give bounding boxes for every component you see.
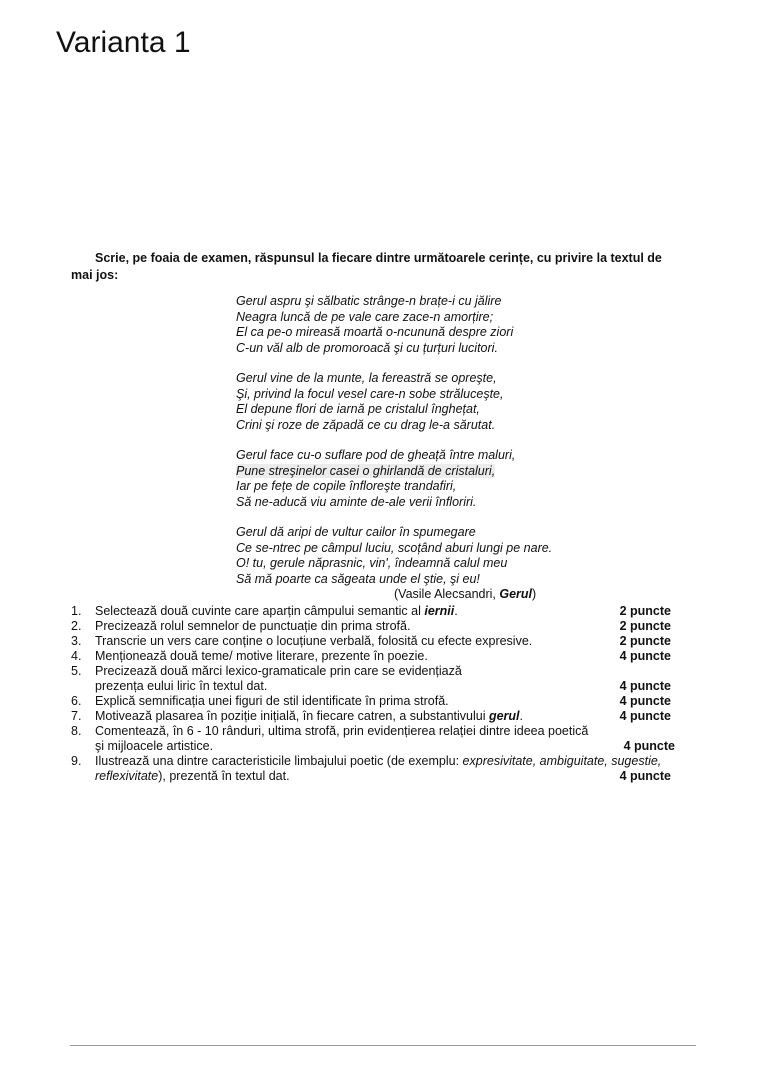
task-item: [71, 754, 671, 784]
task-item: [71, 649, 671, 664]
poem-line: Să ne-aducă viu aminte de-ale verii înfloriri.: [236, 494, 477, 509]
poem-line: C-un văl alb de promoroacă şi cu țurțuri lucitori.: [236, 340, 498, 355]
task-text: Ilustrează una dintre caracteristicile limbajului poetic (de exemplu:: [95, 754, 463, 768]
task-text: Motivează plasarea în poziție inițială, în fiecare catren, a substantivului: [95, 709, 489, 723]
task-item: [71, 709, 671, 724]
task-text-continued: şi mijloacele artistice.: [95, 739, 214, 753]
task-number: 4.: [71, 649, 82, 663]
poem-line-highlighted: Pune streşinelor casei o ghirlandă de cristaluri,: [236, 463, 496, 478]
poem-line: Iar pe fețe de copile înfloreşte trandafiri,: [236, 479, 457, 493]
task-item: [71, 724, 675, 754]
attribution-work: Gerul: [499, 587, 533, 601]
task-list: [71, 604, 675, 784]
task-number: 9.: [71, 754, 82, 768]
task-points: 4 puncte: [619, 679, 671, 693]
poem-line: Crini şi roze de zăpadă ce cu drag le-a sărutat.: [236, 417, 496, 432]
intro-instructions: Scrie, pe foaia de examen, răspunsul la fiecare dintre următoarele cerințe, cu privire la textul de mai jos:: [71, 251, 662, 282]
task-item: [71, 604, 671, 619]
poem-line: Şi, privind la focul vesel care-n sobe străluceşte,: [236, 386, 504, 401]
poem-line: Neagra luncă de pe vale care zace-n amorțire;: [236, 309, 494, 324]
poem-line: Gerul dă aripi de vultur cailor în spumegare: [236, 525, 476, 539]
task-item: [71, 634, 671, 649]
task-text: Transcrie un vers care conține o locuțiune verbală, folosită cu efecte expresive.: [95, 634, 533, 648]
poem-line: El depune flori de iarnă pe cristalul înghețat,: [236, 402, 480, 416]
task-text: Menționează două teme/ motive literare, prezente în poezie.: [95, 649, 428, 663]
poem-stanza-1: [236, 294, 552, 356]
poem: [236, 294, 552, 603]
task-points: 2 puncte: [619, 634, 671, 648]
task-item: [71, 664, 671, 694]
task-item: [71, 694, 671, 709]
task-points: 4 puncte: [619, 694, 671, 708]
poem-line: El ca pe-o mireasă moartă o-ncunună despre ziori: [236, 325, 514, 339]
task-number: 7.: [71, 709, 82, 723]
task-points: 2 puncte: [619, 604, 671, 618]
task-number: 6.: [71, 694, 82, 708]
task-points: 4 puncte: [619, 769, 671, 783]
poem-line: Gerul vine de la munte, la fereastră se opreşte,: [236, 371, 497, 385]
task-text-tail: .: [519, 709, 524, 723]
task-text-tail: ), prezentă în textul dat.: [158, 769, 290, 783]
page-title: Varianta 1: [56, 26, 191, 59]
task-text: Comentează, în 6 - 10 rânduri, ultima strofă, prin evidențierea relației dintre ideea poetică: [95, 724, 589, 738]
poem-line: O! tu, gerule năprasnic, vin', îndeamnă calul meu: [236, 556, 508, 570]
poem-stanza-4: [236, 525, 552, 587]
task-points: 4 puncte: [619, 709, 671, 723]
task-text: Precizează două mărci lexico-gramaticale prin care se evidențiază: [95, 664, 462, 678]
footer-divider: [70, 1045, 696, 1046]
poem-stanza-2: [236, 371, 552, 433]
task-text-continued: prezența eului liric în textul dat.: [95, 679, 268, 693]
poem-attribution: [394, 587, 552, 603]
task-emphasis: gerul: [488, 709, 520, 723]
attribution-close: ): [532, 587, 537, 601]
poem-stanza-3: [236, 448, 552, 510]
task-points: 4 puncte: [623, 739, 675, 753]
task-number: 5.: [71, 664, 82, 678]
task-item: [71, 619, 671, 634]
task-number: 3.: [71, 634, 82, 648]
poem-line: Să mă poarte ca săgeata unde el ştie, şi eu!: [236, 571, 480, 586]
task-number: 8.: [71, 724, 82, 738]
poem-line: Ce se-ntrec pe câmpul luciu, scoțând aburi lungi pe nare.: [236, 540, 553, 555]
task-number: 2.: [71, 619, 82, 633]
task-points: 4 puncte: [619, 649, 671, 663]
poem-line: Gerul aspru şi sălbatic strânge-n brațe-i cu jălire: [236, 294, 502, 308]
task-text-tail: .: [454, 604, 458, 618]
poem-line: Gerul face cu-o suflare pod de gheață între maluri,: [236, 448, 516, 462]
task-emphasis-continued: reflexivitate: [95, 769, 159, 783]
attribution-author: (Vasile Alecsandri,: [394, 587, 500, 601]
task-emphasis: iernii: [424, 604, 455, 618]
task-text: Explică semnificația unei figuri de stil identificate în prima strofă.: [95, 694, 449, 708]
task-text: Precizează rolul semnelor de punctuație din prima strofă.: [95, 619, 411, 633]
task-points: 2 puncte: [619, 619, 671, 633]
task-text: Selectează două cuvinte care aparțin câmpului semantic al: [95, 604, 425, 618]
task-number: 1.: [71, 604, 82, 618]
task-emphasis: expresivitate, ambiguitate, sugestie,: [462, 754, 662, 768]
